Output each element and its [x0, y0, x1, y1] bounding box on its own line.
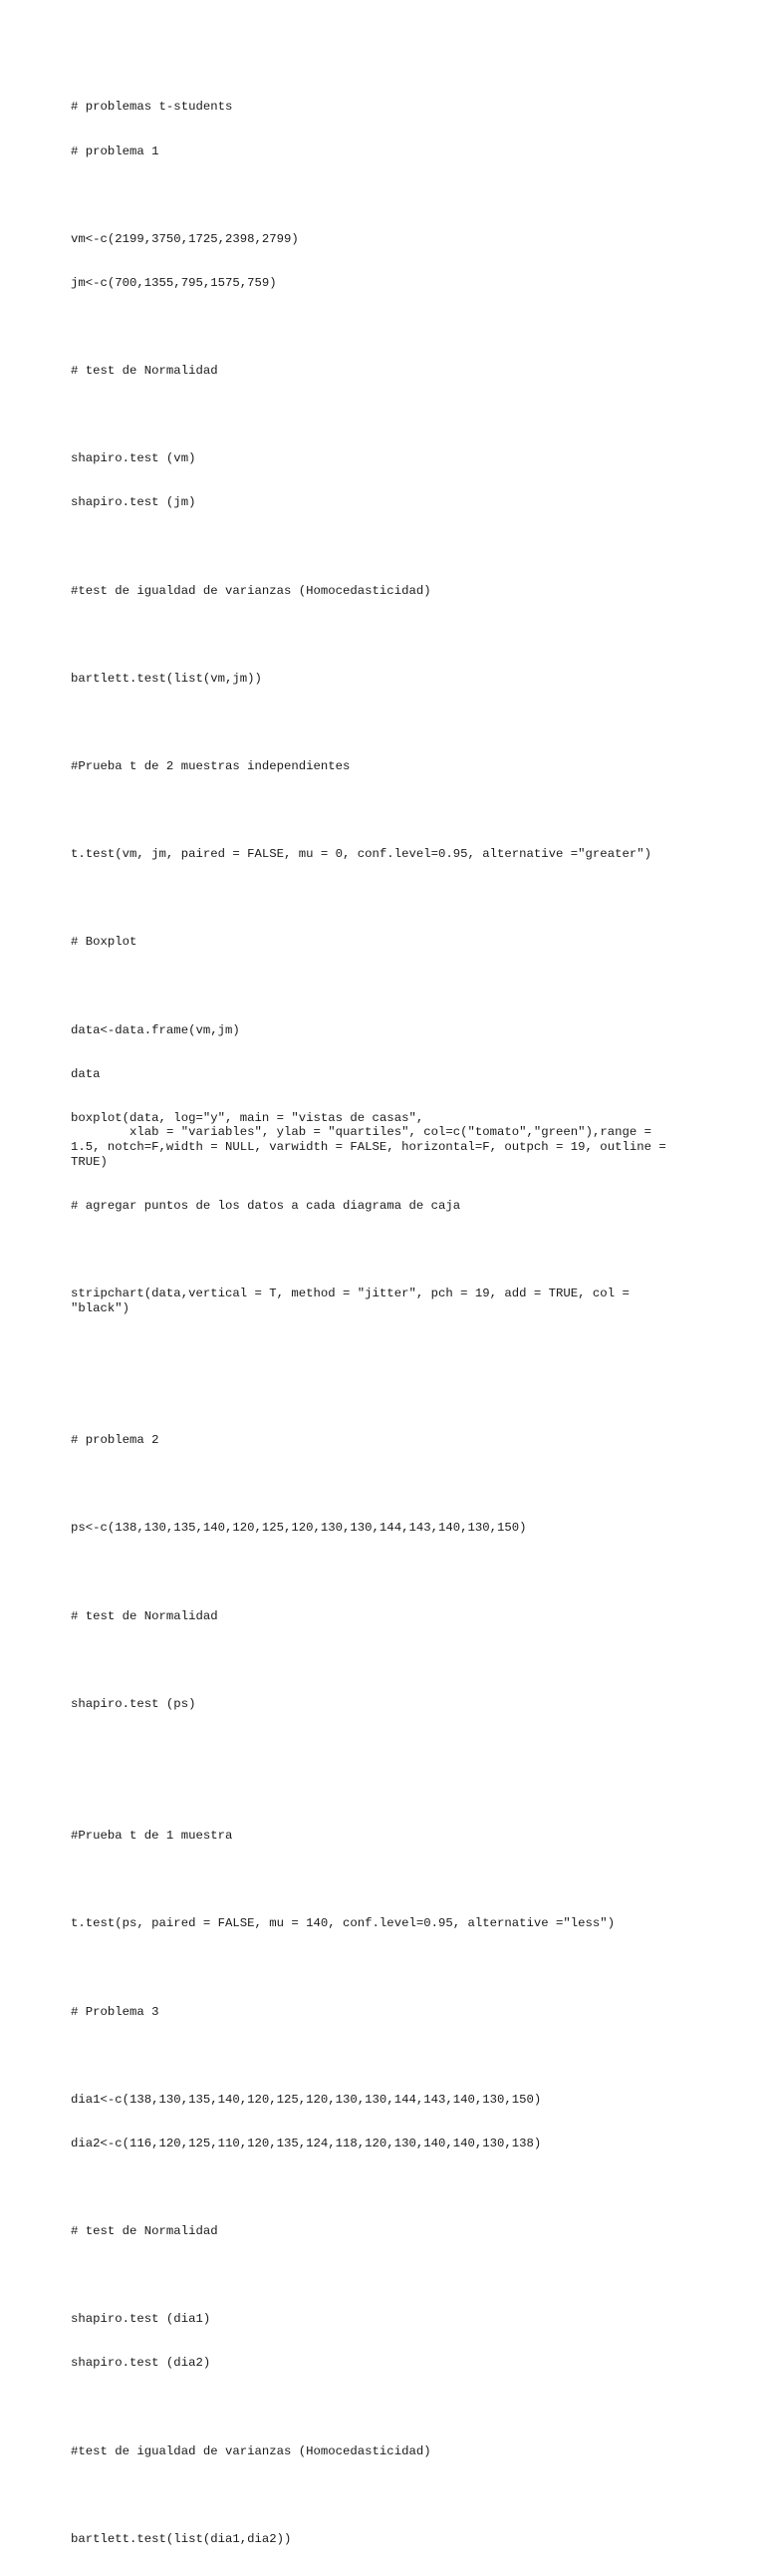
code-line: [71, 1566, 688, 1580]
code-line: data<-data.frame(vm,jm): [71, 1022, 240, 1037]
code-line: # test de Normalidad: [71, 2224, 218, 2239]
code-line: bartlett.test(list(dia1,dia2)): [71, 2531, 292, 2546]
code-line: [71, 979, 688, 994]
code-line: bartlett.test(list(vm,jm)): [71, 671, 262, 686]
code-line: [71, 2180, 688, 2195]
code-line: [71, 1653, 688, 1668]
code-line: shapiro.test (vm): [71, 451, 196, 466]
code-line: # problema 1: [71, 143, 159, 158]
code-line: # problemas t-students: [71, 100, 233, 115]
code-line: [71, 1960, 688, 1975]
code-line: [71, 1872, 688, 1887]
code-line: [71, 2400, 688, 2415]
code-line: #test de igualdad de varianzas (Homocedasticidad): [71, 2443, 431, 2458]
code-line: [71, 1741, 688, 1756]
code-line: dia2<-c(116,120,125,110,120,135,124,118,120,130,140,140,130,138): [71, 2136, 542, 2150]
code-line: # agregar puntos de los datos a cada diagrama de caja: [71, 1199, 461, 1213]
code-line: t.test(vm, jm, paired = FALSE, mu = 0, conf.level=0.95, alternative ="greater"): [71, 847, 651, 862]
r-script-code: [71, 71, 688, 2576]
code-line: # problema 2: [71, 1433, 159, 1448]
code-line: # Boxplot: [71, 935, 137, 950]
code-line: [71, 2268, 688, 2283]
code-line: dia1<-c(138,130,135,140,120,125,120,130,130,144,143,140,130,150): [71, 2092, 542, 2107]
code-line: [71, 1785, 688, 1800]
code-line: [71, 539, 688, 554]
code-line: shapiro.test (dia2): [71, 2356, 211, 2371]
code-line: shapiro.test (dia1): [71, 2312, 211, 2327]
code-line: [71, 891, 688, 906]
code-line: [71, 2049, 688, 2064]
code-line: [71, 1477, 688, 1492]
code-line: ps<-c(138,130,135,140,120,125,120,130,130,144,143,140,130,150): [71, 1521, 527, 1536]
code-line: vm<-c(2199,3750,1725,2398,2799): [71, 231, 299, 246]
code-line: #Prueba t de 2 muestras independientes: [71, 758, 351, 773]
code-line: shapiro.test (ps): [71, 1696, 196, 1711]
code-line: [71, 1243, 688, 1258]
code-line: #test de igualdad de varianzas (Homocedasticidad): [71, 583, 431, 598]
code-line: shapiro.test (jm): [71, 495, 196, 510]
code-line: [71, 628, 688, 643]
code-line: [71, 716, 688, 730]
code-line: [71, 408, 688, 423]
code-line: # test de Normalidad: [71, 364, 218, 379]
code-line: # test de Normalidad: [71, 1608, 218, 1623]
code-line: [71, 1389, 688, 1404]
code-line: data: [71, 1066, 101, 1081]
code-line: [71, 320, 688, 335]
code-line: [71, 2488, 688, 2503]
code-line: t.test(ps, paired = FALSE, mu = 140, conf.level=0.95, alternative ="less"): [71, 1916, 616, 1931]
code-line: [71, 188, 688, 203]
code-line: [71, 803, 688, 818]
code-line: stripchart(data,vertical = T, method = "jitter", pch = 19, add = TRUE, col = "black"): [71, 1287, 630, 1315]
code-line: [71, 1345, 688, 1360]
code-line: # Problema 3: [71, 2004, 159, 2019]
code-line: boxplot(data, log="y", main = "vistas de casas", xlab = "variables", ylab = "quartiles", col=c("tomato","green"),range = 1.5, notch=F,width = NULL, varwidth = FALSE, horizontal=F, outpch = 19, outline = TRUE): [71, 1110, 666, 1169]
code-line: #Prueba t de 1 muestra: [71, 1829, 233, 1844]
code-line: jm<-c(700,1355,795,1575,759): [71, 275, 277, 290]
